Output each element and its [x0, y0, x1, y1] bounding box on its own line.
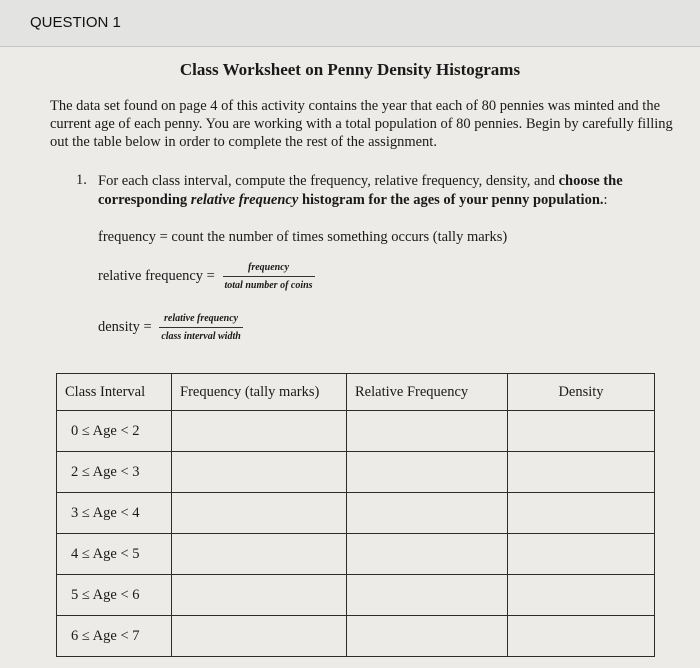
class-interval-cell: 0 ≤ Age < 2	[57, 411, 172, 452]
relative-frequency-label: relative frequency =	[98, 267, 219, 284]
intro-paragraph: The data set found on page 4 of this activity contains the year that each of 80 pennies was minted and the current age of each penny. You are working with a total population of 80 pennies. Begin by carefully filling out the table below in order to complete the rest of the assignment.	[50, 98, 673, 150]
table-row	[57, 411, 655, 452]
class-interval-cell: 2 ≤ Age < 3	[57, 452, 172, 493]
table-header-row	[57, 374, 655, 411]
item-text-part-e: :	[603, 192, 608, 208]
relative-frequency-formula	[98, 261, 315, 292]
question-header-bar	[0, 0, 700, 47]
header-relative-frequency: Relative Frequency	[347, 374, 508, 411]
frequency-cell[interactable]	[172, 493, 347, 534]
density-denominator: class interval width	[161, 331, 241, 342]
header-density: Density	[508, 374, 655, 411]
frequency-cell[interactable]	[172, 534, 347, 575]
relative-frequency-fraction	[223, 261, 315, 292]
density-cell[interactable]	[508, 575, 655, 616]
density-cell[interactable]	[508, 534, 655, 575]
density-cell[interactable]	[508, 616, 655, 657]
worksheet-title: Class Worksheet on Penny Density Histograms	[179, 60, 521, 79]
density-numerator: relative frequency	[159, 312, 242, 328]
density-formula	[98, 312, 243, 343]
question-label: QUESTION 1	[30, 14, 121, 31]
density-cell[interactable]	[508, 452, 655, 493]
relative-frequency-numerator: frequency	[223, 261, 315, 277]
table-row	[57, 493, 655, 534]
class-interval-cell: 3 ≤ Age < 4	[57, 493, 172, 534]
table-row	[57, 452, 655, 493]
item-number: 1.	[76, 172, 87, 188]
relative-frequency-cell[interactable]	[347, 575, 508, 616]
density-cell[interactable]	[508, 411, 655, 452]
frequency-cell[interactable]	[172, 575, 347, 616]
item-instructions	[98, 172, 678, 210]
density-label: density =	[98, 318, 156, 335]
density-cell[interactable]	[508, 493, 655, 534]
class-interval-table	[56, 373, 655, 657]
item-text-part-c: relative frequency	[190, 192, 299, 208]
relative-frequency-cell[interactable]	[347, 534, 508, 575]
item-text-part-a: For each class interval, compute the frequency, relative frequency, density, and	[98, 173, 559, 189]
frequency-cell[interactable]	[172, 452, 347, 493]
header-frequency: Frequency (tally marks)	[172, 374, 347, 411]
density-fraction	[159, 312, 242, 343]
table-row	[57, 616, 655, 657]
relative-frequency-cell[interactable]	[347, 493, 508, 534]
class-interval-cell: 5 ≤ Age < 6	[57, 575, 172, 616]
frequency-cell[interactable]	[172, 616, 347, 657]
header-class-interval: Class Interval	[57, 374, 172, 411]
frequency-definition: frequency = count the number of times something occurs (tally marks)	[98, 229, 508, 245]
relative-frequency-cell[interactable]	[347, 452, 508, 493]
table-row	[57, 575, 655, 616]
class-interval-cell: 4 ≤ Age < 5	[57, 534, 172, 575]
frequency-cell[interactable]	[172, 411, 347, 452]
relative-frequency-denominator: total number of coins	[224, 280, 313, 291]
class-interval-cell: 6 ≤ Age < 7	[57, 616, 172, 657]
item-text-part-b: choose the corresponding	[98, 173, 623, 208]
relative-frequency-cell[interactable]	[347, 411, 508, 452]
relative-frequency-cell[interactable]	[347, 616, 508, 657]
item-text-part-d: histogram for the ages of your penny population.	[298, 192, 604, 208]
table-row	[57, 534, 655, 575]
